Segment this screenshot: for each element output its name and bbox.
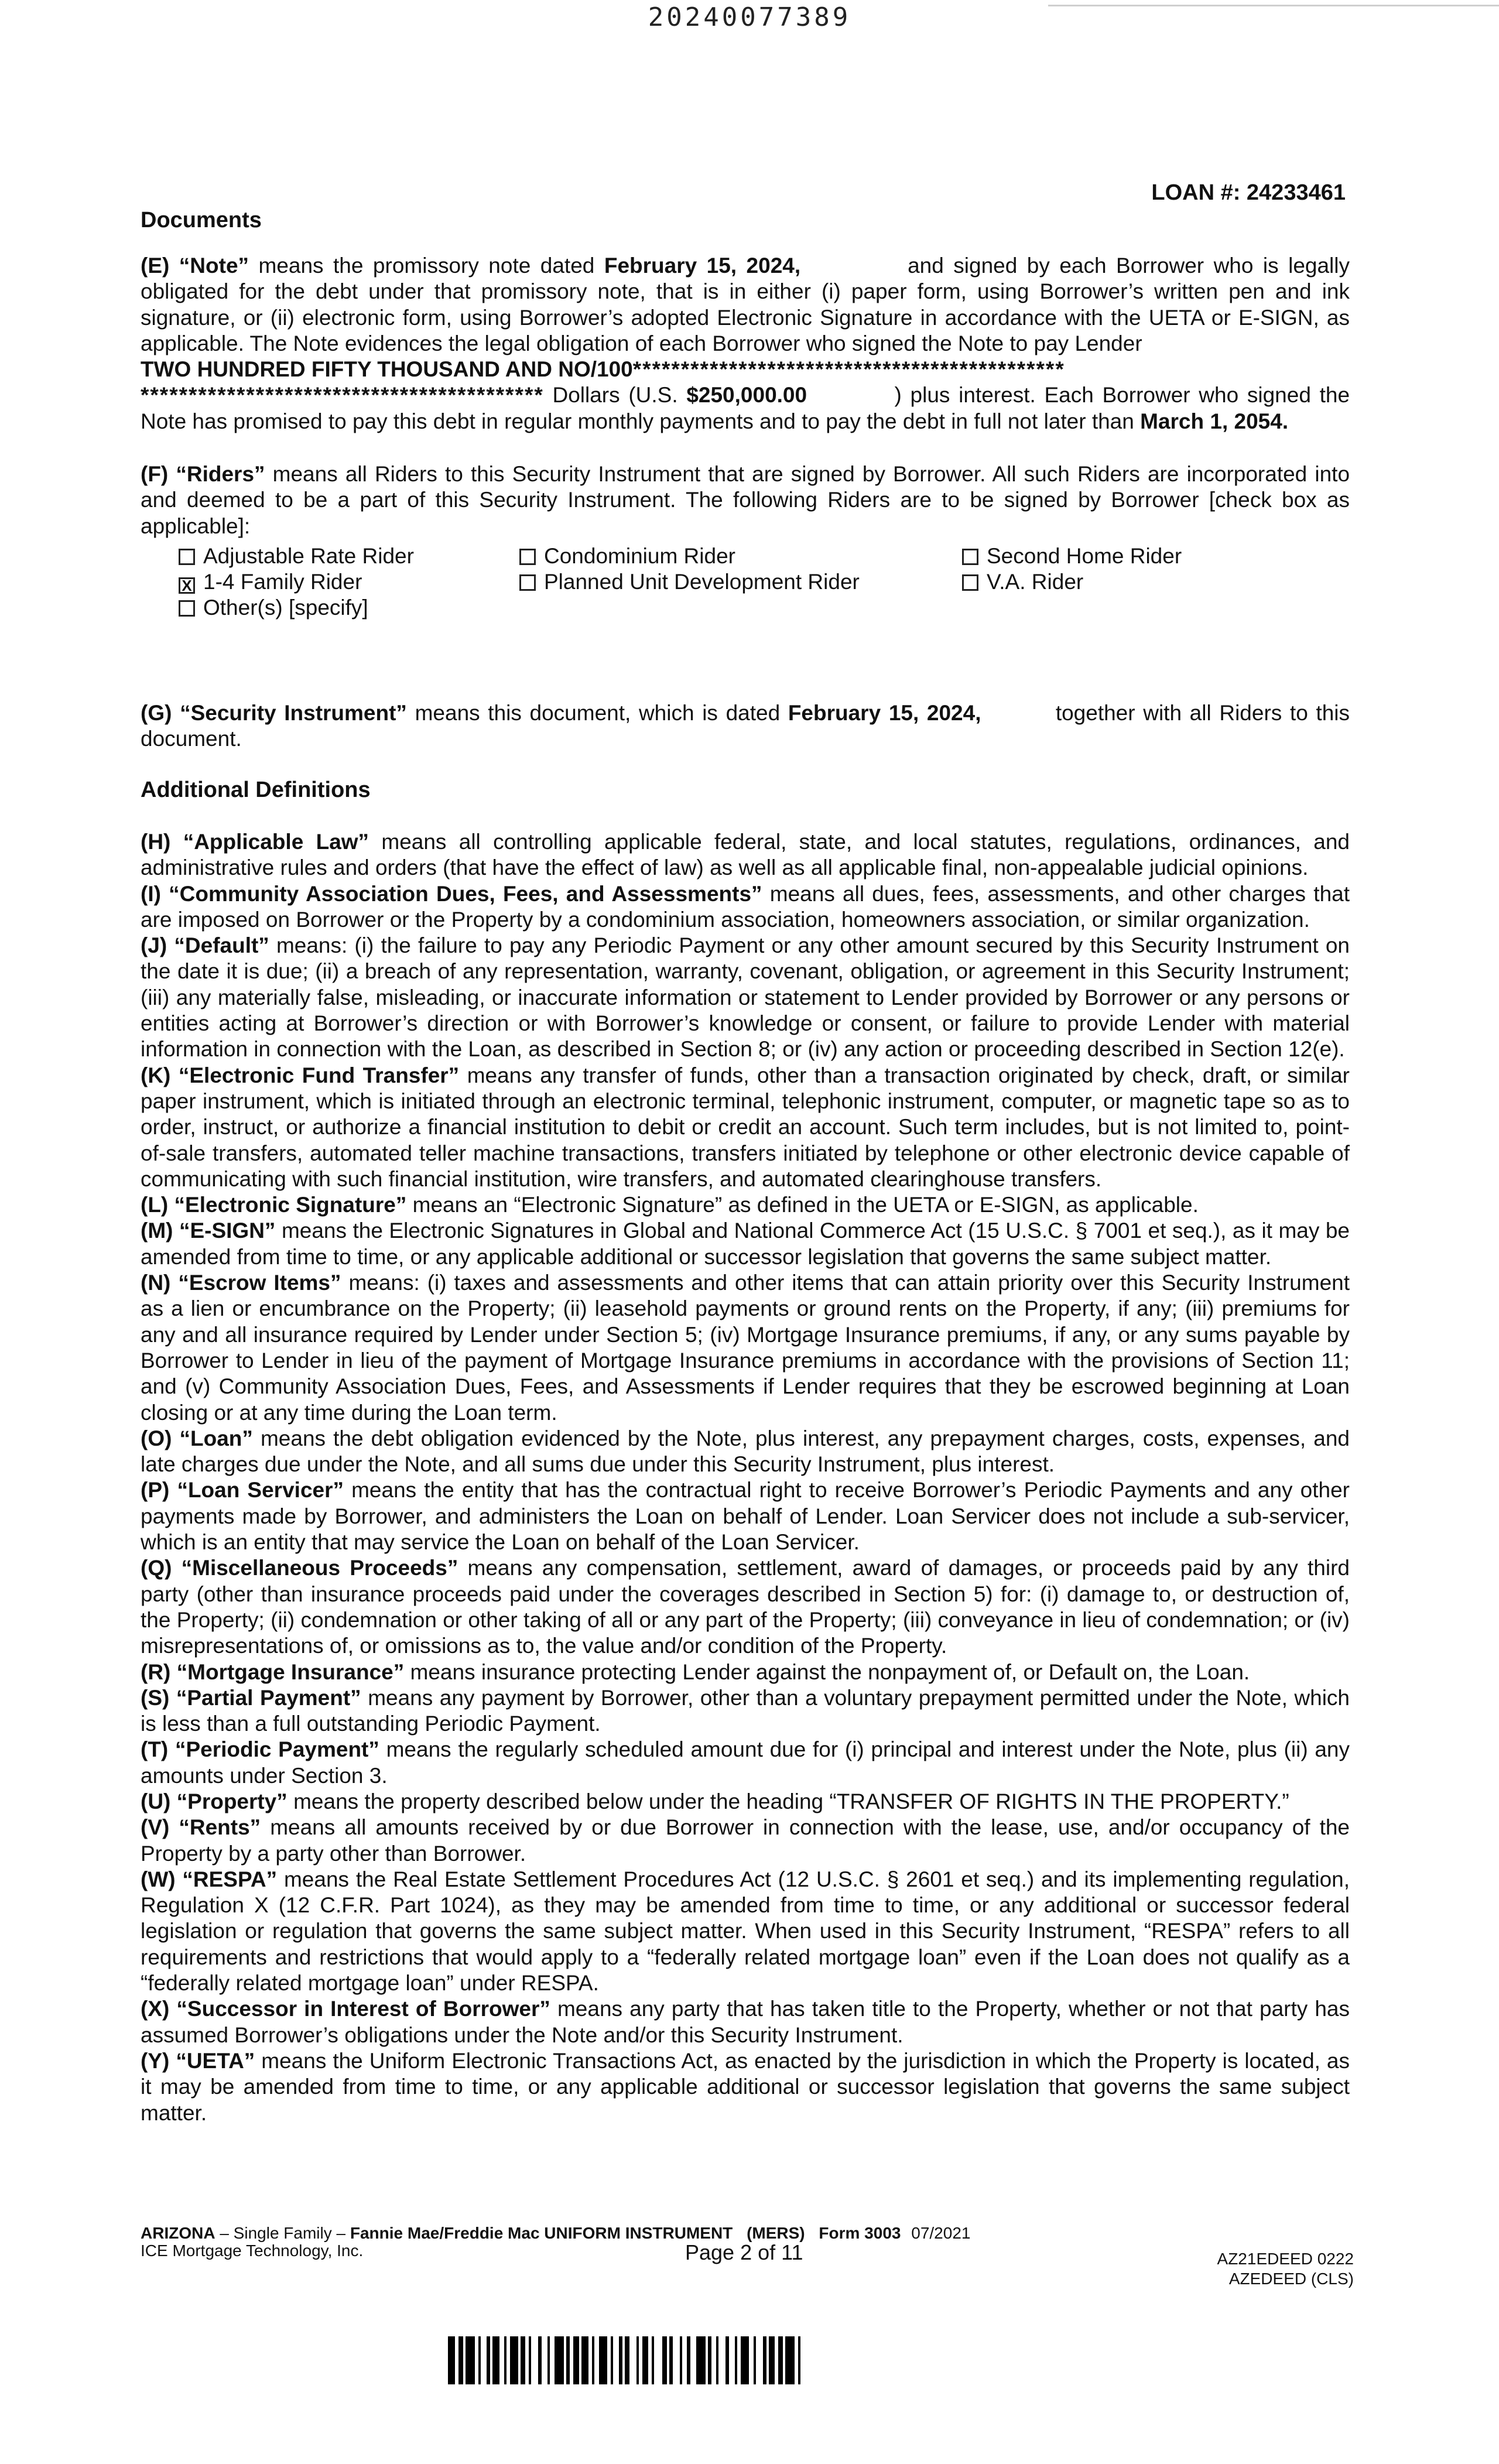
barcode-bar bbox=[673, 2336, 680, 2384]
barcode-bar bbox=[629, 2336, 636, 2384]
rider-second-home[interactable] bbox=[962, 543, 1182, 570]
note-date: February 15, 2024, bbox=[604, 254, 801, 278]
def-term: “Mortgage Insurance” bbox=[176, 1659, 405, 1684]
barcode-bar bbox=[654, 2336, 662, 2384]
barcode-bar bbox=[662, 2336, 667, 2384]
def-text: Dollars (U.S. bbox=[552, 383, 678, 408]
barcode-bar bbox=[458, 2336, 463, 2384]
def-term: “Electronic Fund Transfer” bbox=[178, 1063, 460, 1087]
def-text: means all Riders to this Security Instrument that are signed by Borrower. All such Riders are incorporated into and deemed to be a part of this Security Instrument. The following Riders are to be signed by Borrower [check box as applicable]: bbox=[141, 462, 1350, 538]
def-text: ) plus interest. Each Borrower who signed the Note has promised to pay this debt in regular monthly payments and to pay the debt in full not later than bbox=[141, 383, 1350, 433]
barcode bbox=[448, 2336, 1001, 2384]
def-term: “Miscellaneous Proceeds” bbox=[181, 1556, 458, 1580]
barcode-bar bbox=[785, 2336, 795, 2384]
def-term: “Successor in Interest of Borrower” bbox=[176, 1997, 550, 2021]
definition-item bbox=[141, 1192, 1350, 1218]
rider-va[interactable] bbox=[962, 569, 1083, 596]
def-tag: (G) bbox=[141, 701, 172, 725]
barcode-bar bbox=[550, 2336, 555, 2384]
barcode-bar bbox=[599, 2336, 607, 2384]
def-text: and signed by each Borrower who is legally obligated for the debt under that promissory note, that is in either (i) paper form, using Borrower’s written pen and ink signature, or (ii) electronic form, using Borrower’s adopted Electronic Signature in accordance with the UETA or E-SIGN, as applicable. The Note evidences the legal obligation of each Borrower who signed the Note to pay Lender bbox=[141, 254, 1350, 355]
barcode-bar bbox=[531, 2336, 538, 2384]
def-term: “Default” bbox=[174, 933, 269, 958]
def-term: “Riders” bbox=[176, 462, 265, 486]
additional-definitions-heading: Additional Definitions bbox=[141, 778, 371, 802]
def-tag: (T) bbox=[141, 1737, 169, 1762]
def-tag: (Y) bbox=[141, 2048, 170, 2073]
def-term: “Property” bbox=[176, 1789, 288, 1813]
checkbox[interactable] bbox=[519, 549, 536, 565]
checkbox[interactable] bbox=[519, 574, 536, 591]
fill-stars: ****************************************** bbox=[141, 383, 544, 408]
def-tag: (V) bbox=[141, 1815, 170, 1840]
barcode-bar bbox=[542, 2336, 547, 2384]
definition-item bbox=[141, 881, 1350, 933]
def-tag: (E) bbox=[141, 254, 170, 278]
def-text: means the entity that has the contractual right to receive Borrower’s Periodic Payments and any other payments made by Borrower, and administers the Loan on behalf of Lender. Loan Servicer does not include a sub-servicer, which is an entity that may service the Loan on behalf of the Loan Servicer. bbox=[141, 1478, 1350, 1555]
def-term: “Escrow Items” bbox=[178, 1271, 341, 1295]
def-text: means the promissory note dated bbox=[258, 254, 595, 278]
definition-item bbox=[141, 2048, 1350, 2126]
definition-item bbox=[141, 1996, 1350, 2048]
def-tag: (M) bbox=[141, 1219, 173, 1243]
barcode-bar bbox=[573, 2336, 579, 2384]
barcode-bar bbox=[466, 2336, 475, 2384]
def-tag: (O) bbox=[141, 1426, 172, 1450]
def-term: “E-SIGN” bbox=[179, 1219, 276, 1243]
definition-security-instrument bbox=[141, 700, 1350, 752]
def-tag: (W) bbox=[141, 1867, 176, 1891]
definition-item bbox=[141, 1270, 1350, 1426]
definition-item bbox=[141, 1218, 1350, 1270]
footer-state: ARIZONA bbox=[141, 2224, 215, 2242]
def-term: “Rents” bbox=[179, 1815, 261, 1840]
def-term: “Partial Payment” bbox=[176, 1685, 361, 1710]
definitions-list bbox=[141, 829, 1350, 2126]
barcode-bar bbox=[521, 2336, 525, 2384]
rider-adjustable-rate[interactable] bbox=[179, 543, 414, 570]
barcode-bar bbox=[749, 2336, 754, 2384]
footer-code: AZEDEED (CLS) bbox=[1228, 2270, 1354, 2288]
definition-item bbox=[141, 1477, 1350, 1555]
footer-code: AZ21EDEED 0222 bbox=[1217, 2250, 1354, 2268]
rider-label: V.A. Rider bbox=[987, 570, 1084, 594]
barcode-bar bbox=[492, 2336, 499, 2384]
def-term: “Community Association Dues, Fees, and Assessments” bbox=[169, 881, 762, 906]
instrument-date: February 15, 2024, bbox=[788, 701, 981, 725]
footer-form: Form 3003 bbox=[819, 2224, 901, 2242]
rider-label: Adjustable Rate Rider bbox=[203, 544, 414, 568]
def-text: means: (i) the failure to pay any Periodic Payment or any other amount secured by this Security Instrument on the date it is due; (ii) a breach of any representation, warranty, covenant, obligation, or agreement in this Security Instrument; (iii) any materially false, misleading, or inaccurate information or statement to Lender provided by Borrower or any persons or entities acting at Borrower’s direction or with Borrower’s knowledge or consent, or failure to provide Lender with material information in connection with the Loan, as described in Section 8; or (iv) any action or proceeding described in Section 12(e). bbox=[141, 933, 1350, 1062]
checkbox[interactable] bbox=[179, 600, 195, 617]
def-term: “RESPA” bbox=[182, 1867, 278, 1891]
barcode-bar bbox=[642, 2336, 648, 2384]
checkbox[interactable] bbox=[962, 574, 978, 591]
def-tag: (U) bbox=[141, 1789, 171, 1813]
barcode-bar bbox=[613, 2336, 619, 2384]
definition-item bbox=[141, 1815, 1350, 1867]
def-tag: (L) bbox=[141, 1193, 169, 1217]
def-text: means the Uniform Electronic Transactions Act, as enacted by the jurisdiction in which the Property is located, as it may be amended from time to time, or any applicable additional or successor legislation that governs the same subject matter. bbox=[141, 2048, 1350, 2125]
rider-label: 1-4 Family Rider bbox=[203, 570, 362, 594]
barcode-bar bbox=[756, 2336, 763, 2384]
def-tag: (P) bbox=[141, 1478, 170, 1503]
definition-riders bbox=[141, 461, 1350, 539]
footer-type: – Single Family – bbox=[220, 2224, 346, 2242]
def-text: means insurance protecting Lender against the nonpayment of, or Default on, the Loan. bbox=[410, 1659, 1250, 1684]
form-footer-line1 bbox=[141, 2224, 970, 2243]
loan-number: LOAN #: 24233461 bbox=[1151, 180, 1346, 205]
note-amount: $250,000.00 bbox=[686, 383, 807, 408]
barcode-bar bbox=[741, 2336, 749, 2384]
rider-label: Condominium Rider bbox=[544, 544, 735, 568]
recording-number: 20240077389 bbox=[648, 2, 851, 32]
def-tag: (R) bbox=[141, 1659, 171, 1684]
checkbox[interactable] bbox=[179, 549, 195, 565]
def-text: means any party that has taken title to the Property, whether or not that party has assumed Borrower’s obligations under the Note and/or this Security Instrument. bbox=[141, 1997, 1350, 2047]
barcode-bar bbox=[696, 2336, 706, 2384]
barcode-bar bbox=[711, 2336, 716, 2384]
def-text: means the property described below under the heading “TRANSFER OF RIGHTS IN THE PROPERTY.” bbox=[293, 1789, 1289, 1813]
maturity-date: March 1, 2054. bbox=[1140, 409, 1289, 433]
definition-item bbox=[141, 1737, 1350, 1789]
def-term: “Periodic Payment” bbox=[174, 1737, 379, 1762]
definition-item bbox=[141, 829, 1350, 881]
footer-mers: (MERS) bbox=[747, 2224, 805, 2242]
definition-note bbox=[141, 253, 1350, 434]
definition-item bbox=[141, 933, 1350, 1062]
def-text: means any transfer of funds, other than a transaction originated by check, draft, or similar paper instrument, which is initiated through an electronic terminal, telephonic instrument, computer, or magnetic tape so as to order, instruct, or authorize a financial institution to debit or credit an account. Such term includes, but is not limited to, point-of-sale transfers, automated teller machine transactions, transfers initiated by telephone or other electronic device capable of communicating with such financial institution, wire transfers, and automated clearinghouse transfers. bbox=[141, 1063, 1350, 1191]
def-term: “UETA” bbox=[176, 2048, 255, 2073]
section-title: Documents bbox=[141, 208, 262, 232]
def-term: “Applicable Law” bbox=[183, 830, 369, 854]
definition-item bbox=[141, 1659, 1350, 1685]
def-text: means this document, which is dated bbox=[415, 701, 781, 725]
footer-instrument: Fannie Mae/Freddie Mac UNIFORM INSTRUMENT bbox=[350, 2224, 733, 2242]
definition-item bbox=[141, 1426, 1350, 1478]
definition-item bbox=[141, 1063, 1350, 1192]
barcode-bar bbox=[690, 2336, 696, 2384]
note-amount-words: TWO HUNDRED FIFTY THOUSAND AND NO/100 bbox=[141, 357, 633, 382]
definition-item bbox=[141, 1867, 1350, 1996]
def-term: “Security Instrument” bbox=[180, 701, 407, 725]
def-text: means all dues, fees, assessments, and other charges that are imposed on Borrower or the Property by a condominium association, homeowners association, or similar organization. bbox=[141, 881, 1350, 932]
rider-other[interactable] bbox=[179, 595, 368, 621]
definition-item bbox=[141, 1685, 1350, 1737]
barcode-bar bbox=[625, 2336, 629, 2384]
barcode-bar bbox=[769, 2336, 775, 2384]
def-text: means any compensation, settlement, award of damages, or proceeds paid by any third party (other than insurance proceeds paid under the coverages described in Section 5) for: (i) damage to, or destruction of, the Property; (ii) condemnation or other taking of all or any part of the Property; (iii) conveyance in lieu of condemnation; or (iv) misrepresentations of, or omissions as to, the value and/or condition of the Property. bbox=[141, 1556, 1350, 1658]
footer-form-date: 07/2021 bbox=[911, 2224, 971, 2242]
page-number: Page 2 of 11 bbox=[685, 2240, 803, 2264]
rider-label: Other(s) [specify] bbox=[203, 596, 368, 620]
def-text: means the debt obligation evidenced by the Note, plus interest, any prepayment charges, costs, expenses, and late charges due under the Note, and all sums due under this Security Instrument, plus interest. bbox=[141, 1426, 1350, 1477]
def-tag: (I) bbox=[141, 881, 161, 906]
barcode-bar bbox=[594, 2336, 599, 2384]
def-term: “Loan” bbox=[179, 1426, 253, 1450]
riders-checklist bbox=[179, 543, 1291, 625]
def-term: “Loan Servicer” bbox=[177, 1478, 344, 1503]
rider-label: Planned Unit Development Rider bbox=[544, 570, 860, 594]
def-text: means an “Electronic Signature” as defined in the UETA or E-SIGN, as applicable. bbox=[412, 1193, 1199, 1217]
checkbox[interactable] bbox=[962, 549, 978, 565]
def-tag: (S) bbox=[141, 1685, 170, 1710]
barcode-bar bbox=[510, 2336, 518, 2384]
def-tag: (J) bbox=[141, 933, 167, 958]
def-text: means: (i) taxes and assessments and other items that can attain priority over this Security Instrument as a lien or encumbrance on the Property; (ii) leasehold payments or ground rents on the Property, if any; (iii) premiums for any and all insurance required by Lender under Section 5; (iv) Mortgage Insurance premiums, if any, or any sums payable by Borrower to Lender in lieu of the payment of Mortgage Insurance premiums in accordance with the provisions of Section 11; and (v) Community Association Dues, Fees, and Assessments if Lender requires that they be escrowed beginning at Loan closing or at any time during the Loan term. bbox=[141, 1271, 1350, 1425]
rider-1-4-family[interactable] bbox=[179, 569, 362, 596]
def-text: means the regularly scheduled amount due for (i) principal and interest under the Note, plus (ii) any amounts under Section 3. bbox=[141, 1737, 1350, 1788]
def-text: means the Electronic Signatures in Global and National Commerce Act (15 U.S.C. § 7001 et seq.), as it may be amended from time to time, or any applicable additional or successor legislation that governs the same subject matter. bbox=[141, 1219, 1350, 1269]
definition-item bbox=[141, 1789, 1350, 1815]
def-tag: (X) bbox=[141, 1997, 170, 2021]
rider-label: Second Home Rider bbox=[987, 544, 1182, 568]
barcode-bar bbox=[729, 2336, 735, 2384]
barcode-bar bbox=[682, 2336, 687, 2384]
def-tag: (Q) bbox=[141, 1556, 172, 1580]
def-text: together with all Riders to this document. bbox=[141, 701, 1350, 751]
def-term: “Electronic Signature” bbox=[174, 1193, 407, 1217]
footer-vendor: ICE Mortgage Technology, Inc. bbox=[141, 2241, 364, 2260]
def-text: means any payment by Borrower, other than a voluntary prepayment permitted under the Note, which is less than a full outstanding Periodic Payment. bbox=[141, 1685, 1350, 1736]
rider-condominium[interactable] bbox=[519, 543, 735, 570]
checkbox-checked[interactable]: X bbox=[179, 577, 195, 594]
def-tag: (F) bbox=[141, 462, 169, 486]
barcode-bar bbox=[718, 2336, 725, 2384]
def-text: means all amounts received by or due Borrower in connection with the lease, use, and/or occupancy of the Property by a party other than Borrower. bbox=[141, 1815, 1350, 1866]
def-text: means the Real Estate Settlement Procedures Act (12 U.S.C. § 2601 et seq.) and its implementing regulation, Regulation X (12 C.F.R. Part 1024), as they may be amended from time to time, or any additional or successor federal legislation or regulation that governs the same subject matter. When used in this Security Instrument, “RESPA” refers to all requirements and restrictions that would apply to a “federally related mortgage loan” even if the Loan does not qualify as a “federally related mortgage loan” under RESPA. bbox=[141, 1867, 1350, 1996]
def-tag: (K) bbox=[141, 1063, 171, 1087]
barcode-bar bbox=[581, 2336, 588, 2384]
barcode-bar bbox=[555, 2336, 564, 2384]
definition-item bbox=[141, 1555, 1350, 1659]
fill-stars: ********************************************* bbox=[632, 357, 1065, 382]
def-tag: (H) bbox=[141, 830, 171, 854]
barcode-bar bbox=[778, 2336, 783, 2384]
barcode-bar bbox=[499, 2336, 504, 2384]
def-tag: (N) bbox=[141, 1271, 171, 1295]
barcode-bar bbox=[800, 2336, 807, 2384]
def-text: means all controlling applicable federal, state, and local statutes, regulations, ordinances, and administrative rules and orders (that have the effect of law) as well as all applicable final, non-appealable judicial opinions. bbox=[141, 830, 1350, 880]
barcode-bar bbox=[448, 2336, 455, 2384]
def-term: “Note” bbox=[179, 254, 249, 278]
barcode-bar bbox=[481, 2336, 487, 2384]
rider-pud[interactable] bbox=[519, 569, 860, 596]
